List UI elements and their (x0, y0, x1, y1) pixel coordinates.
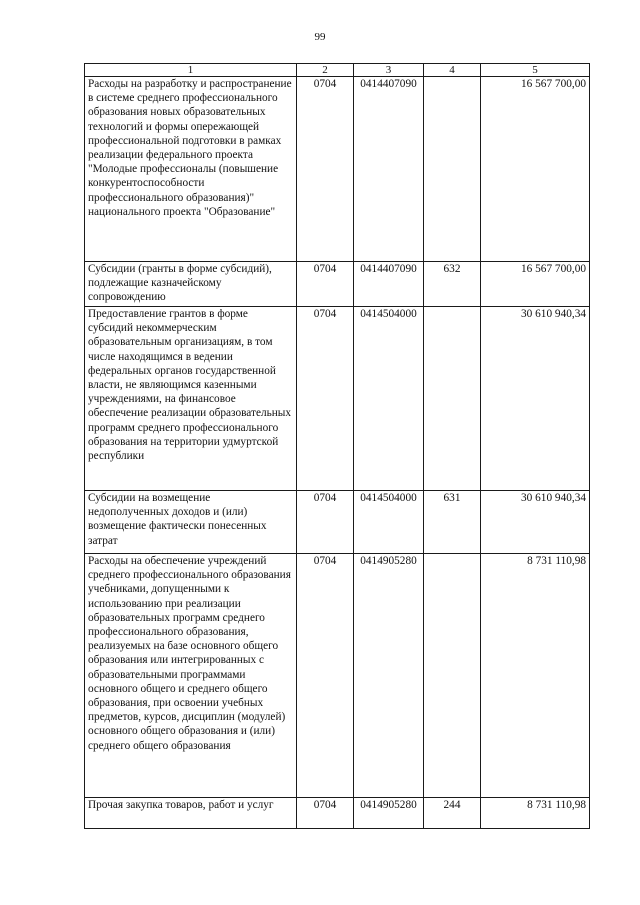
header-col-1: 1 (85, 64, 297, 77)
header-col-2: 2 (297, 64, 354, 77)
table-row (85, 307, 590, 491)
row-name: Предоставление грантов в форме субсидий некоммерческим образовательным организациям, в том числе находящимся в ведении федеральных органов государственной власти, не являющимся казенными учреждениями, на финансовое обеспечение реализации образовательных программ среднего профессионального образования на территории удмуртской республики (85, 307, 297, 491)
row-target: 0414407090 (354, 262, 424, 307)
row-section: 0704 (297, 491, 354, 554)
row-section: 0704 (297, 554, 354, 798)
header-col-5: 5 (481, 64, 590, 77)
row-type (424, 554, 481, 798)
row-amount: 16 567 700,00 (481, 262, 590, 307)
row-amount: 30 610 940,34 (481, 491, 590, 554)
row-type: 631 (424, 491, 481, 554)
row-name: Субсидии (гранты в форме субсидий), подлежащие казначейскому сопровождению (85, 262, 297, 307)
row-amount: 16 567 700,00 (481, 77, 590, 262)
table-row (85, 491, 590, 554)
budget-table (84, 63, 590, 829)
row-name: Субсидии на возмещение недополученных доходов и (или) возмещение фактически понесенных затрат (85, 491, 297, 554)
page-number: 99 (314, 31, 326, 43)
header-col-4: 4 (424, 64, 481, 77)
row-type: 632 (424, 262, 481, 307)
table-row (85, 262, 590, 307)
row-section: 0704 (297, 798, 354, 829)
row-target: 0414504000 (354, 491, 424, 554)
row-target: 0414407090 (354, 77, 424, 262)
row-type (424, 307, 481, 491)
row-target: 0414905280 (354, 554, 424, 798)
row-amount: 8 731 110,98 (481, 798, 590, 829)
row-name: Расходы на обеспечение учреждений среднего профессионального образования учебниками, допущенными к использованию при реализации образовательных программ среднего профессионального образования, реализуемых на базе основного общего образования или интегрированных с образовательными программами основного общего и среднего общего образования, при освоении учебных предметов, курсов, дисциплин (модулей) основного общего образования и (или) среднего общего образования (85, 554, 297, 798)
row-target: 0414504000 (354, 307, 424, 491)
row-section: 0704 (297, 307, 354, 491)
row-type: 244 (424, 798, 481, 829)
row-section: 0704 (297, 77, 354, 262)
table-row (85, 77, 590, 262)
header-col-3: 3 (354, 64, 424, 77)
row-amount: 8 731 110,98 (481, 554, 590, 798)
row-amount: 30 610 940,34 (481, 307, 590, 491)
row-type (424, 77, 481, 262)
header-row (85, 64, 590, 77)
row-name: Прочая закупка товаров, работ и услуг (85, 798, 297, 829)
row-target: 0414905280 (354, 798, 424, 829)
row-section: 0704 (297, 262, 354, 307)
table-row (85, 554, 590, 798)
row-name: Расходы на разработку и распространение в системе среднего профессионального образования новых образовательных технологий и формы опережающей профессиональной подготовки в рамках реализации федерального проекта "Молодые профессионалы (повышение конкурентоспособности профессионального образования)" национального проекта "Образование" (85, 77, 297, 262)
table-row (85, 798, 590, 829)
